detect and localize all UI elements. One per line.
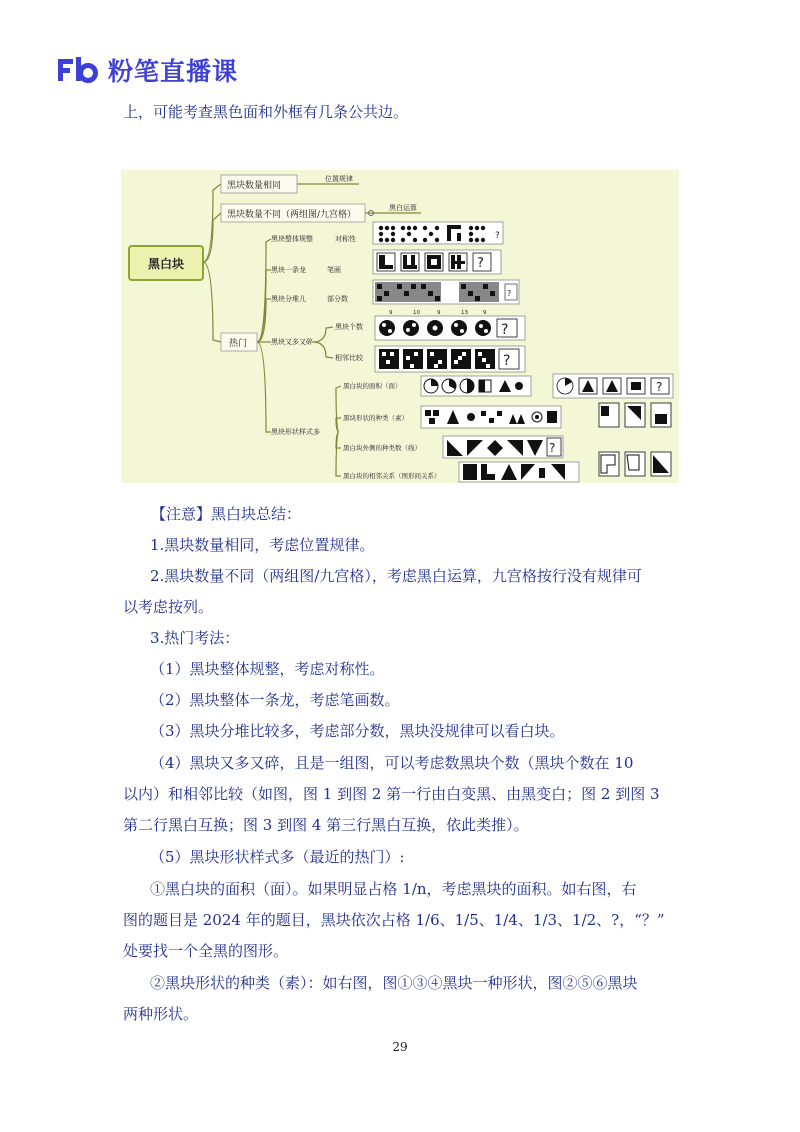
logo — [58, 52, 238, 88]
intro-text: 上，可能考查黑色面和外框有几条公共边。 — [123, 103, 409, 121]
style-sub-1: 黑白块的面积（面） — [343, 382, 402, 390]
row-compare — [375, 346, 525, 372]
q-parts: ? — [507, 289, 512, 298]
style-sub-4: 黑白块的相邻关系（图形间关系） — [343, 472, 441, 480]
q-compare: ? — [503, 353, 511, 369]
note-c2-line1: ②黑块形状的种类（素）：如右图，图①③④黑块一种形状，图②⑤⑥黑块 — [150, 974, 638, 992]
row-adjacency — [459, 462, 579, 482]
sub-count: 黑块个数 — [335, 323, 363, 331]
branch-same-note: 位置规律 — [325, 175, 353, 183]
mindmap-figure — [121, 170, 679, 483]
row-area — [421, 374, 673, 398]
note-h4-line3: 第二行黑白互换；图 3 到图 4 第三行黑白互换，依此类推）。 — [123, 816, 529, 834]
notes-title: 【注意】黑白块总结： — [151, 505, 302, 523]
note-h1: （1）黑块整体规整，考虑对称性。 — [150, 660, 385, 678]
count-1: 9 — [389, 310, 393, 316]
q-count: ? — [501, 322, 509, 338]
note-c1-line3: 处要找一个全黑的图形。 — [123, 942, 289, 960]
q-stroke: ? — [477, 256, 484, 271]
note-h5: （5）黑块形状样式多（最近的热门）: — [150, 848, 405, 866]
note-p3: 3.热门考法： — [150, 629, 240, 647]
q-lines: ? — [549, 441, 556, 455]
row-stroke — [373, 250, 501, 274]
row-count — [375, 316, 525, 340]
q-area: ? — [656, 380, 663, 394]
note-h4-line2: 以内）和相邻比较（如图，图 1 到图 2 第一行由白变黑、由黑变白；图 2 到图 3 — [123, 785, 660, 803]
row-shape-kinds — [421, 403, 671, 428]
count-4: 13 — [461, 310, 468, 316]
note-c2-line2: 两种形状。 — [123, 1005, 199, 1023]
note-p2-line2: 以考虑按列。 — [123, 598, 214, 616]
mindmap-root: 黑白块 — [147, 257, 185, 271]
sub-compare: 相邻比较 — [335, 354, 363, 362]
hot-item-4: 黑块又多又碎 — [271, 338, 313, 346]
hot-item-1: 黑块整体规整 — [271, 235, 313, 243]
branch-same: 黑块数量相同 — [227, 181, 282, 191]
note-h4-line1: （4）黑块又多又碎，且是一组图，可以考虑数黑块个数（黑块个数在 10 — [150, 754, 634, 772]
hot-item-5: 黑块形状样式多 — [271, 428, 320, 436]
hot-item-2-note: 笔画 — [327, 266, 341, 274]
count-2: 10 — [413, 310, 420, 316]
branch-diff: 黑块数量不同（两组图/九宫格） — [227, 210, 357, 220]
logo-text: 粉笔直播课 — [108, 57, 239, 86]
style-sub-2: 黑块形状的种类（素） — [343, 414, 408, 422]
note-c1-line1: ①黑白块的面积（面）。如果明显占格 1/n，考虑黑块的面积。如右图，右 — [150, 880, 637, 898]
note-h2: （2）黑块整体一条龙，考虑笔画数。 — [150, 691, 400, 709]
fenbi-logo-icon — [58, 57, 100, 83]
hot-item-1-note: 对称性 — [335, 235, 356, 243]
row-parts — [373, 280, 519, 304]
mindmap-svg — [121, 170, 679, 483]
hot-item-3-note: 部分数 — [327, 295, 348, 303]
page-number: 29 — [392, 1040, 408, 1054]
style-sub-3: 黑白块外侧的种类数（线） — [343, 444, 421, 452]
hot-item-3: 黑块分堆儿 — [271, 295, 306, 303]
branch-diff-note: 黑白运算 — [389, 204, 417, 212]
branch-hot: 热门 — [229, 339, 248, 349]
note-p2-line1: 2.黑块数量不同（两组图/九宫格），考虑黑白运算，九宫格按行没有规律可 — [150, 567, 642, 585]
note-p1: 1.黑块数量相同，考虑位置规律。 — [150, 536, 375, 554]
row-symmetry — [373, 222, 503, 244]
note-h3: （3）黑块分堆比较多，考虑部分数，黑块没规律可以看白块。 — [150, 722, 565, 740]
q-symmetry: ? — [495, 231, 500, 241]
count-3: 9 — [437, 310, 441, 316]
hot-item-2: 黑块一条龙 — [271, 266, 306, 274]
note-c1-line2: 图的题目是 2024 年的题目，黑块依次占格 1/6、1/5、1/4、1/3、1/2、?，“？” — [123, 911, 665, 929]
count-5: 9 — [483, 310, 487, 316]
